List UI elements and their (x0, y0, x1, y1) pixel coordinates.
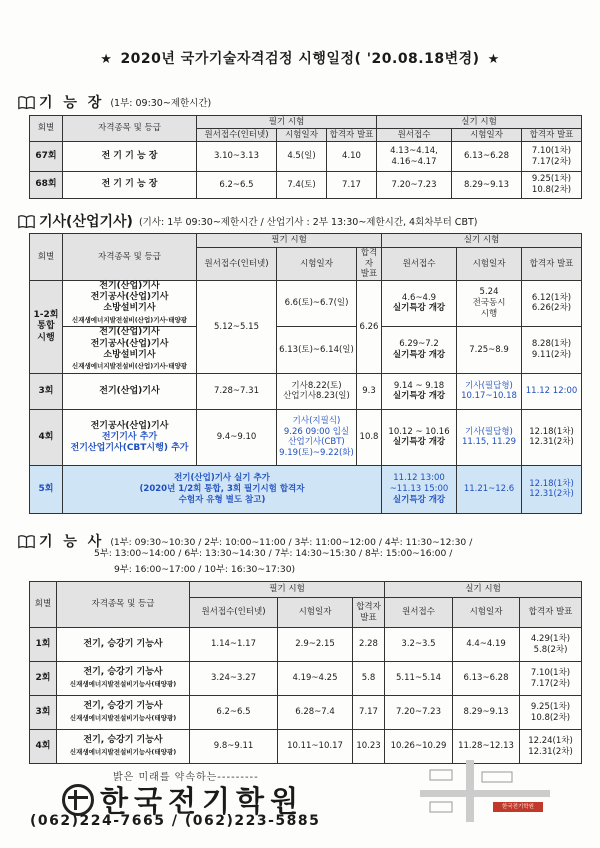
practical-date-cell: 기사(필답형) 11.15, 11.29 (457, 409, 522, 465)
written-pass-cell: 10.23 (353, 730, 385, 764)
section-subtitle: (기사: 1부 09:30~제한시간 / 산업기사 : 2부 13:30~제한시간, 4회차부터 CBT) (138, 217, 478, 228)
practical-apply-cell (382, 465, 457, 513)
title-text: 2020년 국가기술자격검정 시행일정( '20.08.18변경) (120, 51, 480, 67)
table-row (30, 696, 582, 730)
academy-emblem-icon (62, 784, 94, 816)
written-date-cell: 기사8.22(토) 산업기사8.23(일) (277, 373, 357, 409)
practical-pass-cell: 12.24(1차) 12.31(2차) (520, 730, 582, 764)
practical-date-cell: 4.4~4.19 (453, 628, 520, 662)
lecture-note: 실기특강 개강 (392, 303, 446, 314)
lecture-note: 실기특강 개강 (392, 437, 446, 448)
table-row (30, 326, 582, 373)
subject-cell (57, 730, 190, 764)
apply-dates: 6.29~7.2 (399, 339, 439, 350)
subject-cell (63, 326, 197, 373)
practical-apply-cell: 5.11~5.14 (385, 662, 453, 696)
practical-pass-cell: 12.18(1차) 12.31(2차) (522, 465, 582, 513)
written-date-cell: 기사(지필식) 9.26 09:00 입실 산업기사(CBT) 9.19(토)~9.22(화) (277, 409, 357, 465)
subject-line-small: 신재생에너지발전설비(산업)기사·태양광 (71, 362, 188, 371)
written-apply-cell: 9.8~9.11 (190, 730, 278, 764)
subject-line: 전기공사(산업)기사 (90, 292, 169, 303)
engineer-table (29, 233, 582, 514)
subject-line: 전기(산업)기사 (99, 327, 160, 338)
academy-name: 한국전기학원 (100, 784, 305, 818)
schedule-line: 9부: 16:00~17:00 / 10부: 16:30~17:30) (114, 564, 296, 575)
subject-line-small: 신재생에너지발전설비기능사(태양광) (69, 713, 177, 722)
subject-cell: 전 기 기 능 장 (63, 172, 197, 199)
subject-line-small: 신재생에너지발전설비기능사(태양광) (69, 679, 177, 688)
written-date-cell: 10.11~10.17 (278, 730, 353, 764)
section-subtitle: (1부: 09:30~제한시간) (110, 98, 212, 109)
craftsman-table (29, 581, 582, 764)
header-pass-line2: 발표 (360, 612, 377, 623)
section-heading-master (18, 92, 211, 112)
written-date-cell: 4.5(일) (277, 142, 327, 172)
header-pass-line1: 합격자 (360, 248, 378, 269)
round-cell: 1-2회 통합 시행 (30, 280, 63, 373)
subject-line-small: 신재생에너지발전설비기능사(태양광) (69, 747, 177, 756)
subject-line: 전기공사(산업)기사 (90, 420, 169, 431)
subject-line-added: 전기기사 추가 (101, 431, 158, 442)
practical-date-cell: 8.29~9.13 (453, 696, 520, 730)
section-title: 기사(산업기사) (39, 214, 133, 230)
practical-pass-cell: 4.29(1차) 5.8(2차) (520, 628, 582, 662)
round-cell: 4회 (30, 409, 63, 465)
subject-line: 전기, 승강기 기능사 (83, 667, 163, 678)
round-cell: 3회 (30, 373, 63, 409)
header-subject: 자격종목 및 등급 (57, 582, 190, 628)
practical-pass-cell: 8.28(1차) 9.11(2차) (522, 326, 582, 373)
star-icon: ★ (487, 52, 500, 67)
written-date-cell: 7.4(토) (277, 172, 327, 199)
header-round: 회별 (30, 234, 63, 281)
practical-pass-cell: 12.18(1차) 12.31(2차) (522, 409, 582, 465)
table-row (30, 628, 582, 662)
round-cell: 2회 (30, 662, 57, 696)
header-apply: 원서접수 (385, 598, 453, 628)
written-pass-cell: 7.17 (353, 696, 385, 730)
subject-line: 전기(산업)기사 (99, 280, 160, 291)
practical-date-cell: 11.28~12.13 (453, 730, 520, 764)
apply-dates: 10.12 ~ 10.16 (388, 426, 450, 437)
practical-pass-cell: 11.12 12:00 (522, 373, 582, 409)
written-apply-cell: 3.24~3.27 (190, 662, 278, 696)
table-row (30, 730, 582, 764)
subject-line: 전기, 승강기 기능사 (83, 735, 163, 746)
practical-apply-cell: 4.13~4.14, 4.16~4.17 (377, 142, 452, 172)
schedule-line: 5부: 13:00~14:00 / 6부: 13:30~14:30 / 7부: 14:30~15:30 / 8부: 15:00~16:00 / (94, 548, 453, 559)
map-academy-label: 한국전기학원 (493, 802, 543, 812)
book-icon (18, 95, 35, 110)
book-icon (18, 534, 35, 549)
subject-line: 전기, 승강기 기능사 (83, 701, 163, 712)
written-pass-cell: 2.28 (353, 628, 385, 662)
lecture-note: 실기특강 개강 (392, 391, 446, 402)
practical-pass-cell: 7.10(1차) 7.17(2차) (522, 142, 582, 172)
table-row (30, 662, 582, 696)
written-date-cell: 6.6(토)~6.7(일) (277, 280, 357, 326)
table-row (30, 465, 582, 513)
practical-apply-cell (382, 373, 457, 409)
practical-apply-cell (382, 280, 457, 326)
written-pass-cell: 10.8 (357, 409, 382, 465)
header-exam-date: 시험일자 (278, 598, 353, 628)
schedule-text (94, 546, 594, 578)
practical-apply-cell (382, 409, 457, 465)
table-row (30, 142, 582, 172)
header-subject: 자격종목 및 등급 (63, 116, 197, 142)
subject-line-added: 전기산업기사(CBT시행) 추가 (70, 443, 189, 453)
header-round: 회별 (30, 116, 63, 142)
page-title (0, 48, 600, 68)
header-round: 회별 (30, 582, 57, 628)
practical-date-cell: 8.29~9.13 (452, 172, 522, 199)
header-apply-internet: 원서접수(인터넷) (190, 598, 278, 628)
table-row (30, 409, 582, 465)
lecture-note: 실기특강 개강 (392, 349, 446, 360)
apply-dates: 11.12 13:00 ~11.13 15:00 (389, 473, 449, 495)
header-exam-date: 시험일자 (457, 248, 522, 281)
practical-pass-cell: 7.10(1차) 7.17(2차) (520, 662, 582, 696)
header-apply: 원서접수 (382, 248, 457, 281)
subject-line-small: 신재생에너지발전설비(산업)기사·태양광 (71, 315, 188, 324)
written-date-cell: 4.19~4.25 (278, 662, 353, 696)
written-pass-cell: 5.8 (353, 662, 385, 696)
subject-cell: 전기, 승강기 기능사 (57, 628, 190, 662)
header-written: 필기 시험 (197, 116, 377, 129)
round-cell: 3회 (30, 696, 57, 730)
written-pass-cell: 4.10 (327, 142, 377, 172)
subject-cell (57, 662, 190, 696)
round-cell: 1회 (30, 628, 57, 662)
star-icon: ★ (100, 52, 113, 67)
table-row (30, 280, 582, 326)
practical-pass-cell: 6.12(1차) 6.26(2차) (522, 280, 582, 326)
round-cell: 67회 (30, 142, 63, 172)
header-exam-date: 시험일자 (277, 248, 357, 281)
practical-date-cell: 5.24 전국동시 시행 (457, 280, 522, 326)
written-apply-cell: 3.10~3.13 (197, 142, 277, 172)
written-date-cell: 2.9~2.15 (278, 628, 353, 662)
subject-line: 소방설비기사 (103, 349, 156, 360)
round-cell: 5회 (30, 465, 63, 513)
apply-dates: 9.14 ~ 9.18 (393, 380, 445, 391)
header-pass: 합격자 발표 (520, 598, 582, 628)
notice-cell: 전기(산업)기사 실기 추가 (2020년 1/2회 통합, 3회 필기시험 합격자 수험자 유형 별도 참고) (63, 465, 382, 513)
subject-cell (57, 696, 190, 730)
practical-pass-cell: 9.25(1차) 10.8(2차) (520, 696, 582, 730)
table-row (30, 172, 582, 199)
practical-date-cell: 6.13~6.28 (452, 142, 522, 172)
practical-date-cell: 6.13~6.28 (453, 662, 520, 696)
subject-cell (63, 409, 197, 465)
header-pass-line2: 발표 (360, 269, 378, 280)
subject-cell (63, 280, 197, 326)
written-pass-cell: 9.3 (357, 373, 382, 409)
practical-pass-cell: 9.25(1차) 10.8(2차) (522, 172, 582, 199)
lecture-note: 실기특강 개강 (392, 494, 446, 505)
round-cell: 68회 (30, 172, 63, 199)
written-apply-cell: 1.14~1.17 (190, 628, 278, 662)
round-cell: 4회 (30, 730, 57, 764)
apply-dates: 4.6~4.9 (401, 292, 437, 303)
written-pass-cell: 7.17 (327, 172, 377, 199)
header-exam-date: 시험일자 (452, 129, 522, 142)
subject-line: 전기공사(산업)기사 (90, 338, 169, 349)
practical-apply-cell: 3.2~3.5 (385, 628, 453, 662)
book-icon (18, 214, 35, 229)
header-practical: 실기 시험 (382, 234, 582, 248)
practical-apply-cell: 7.20~7.23 (377, 172, 452, 199)
practical-date-cell: 11.21~12.6 (457, 465, 522, 513)
section-title: 기 능 사 (39, 534, 105, 550)
header-pass: 합격자 발표 (327, 129, 377, 142)
written-apply-cell: 5.12~5.15 (197, 280, 277, 373)
header-pass: 합격자 발표 (522, 129, 582, 142)
written-date-cell: 6.28~7.4 (278, 696, 353, 730)
map-roads (420, 760, 550, 822)
header-pass (357, 248, 382, 281)
header-exam-date: 시험일자 (277, 129, 327, 142)
header-apply-internet: 원서접수(인터넷) (197, 129, 277, 142)
practical-apply-cell: 10.26~10.29 (385, 730, 453, 764)
master-craftsman-table (29, 115, 582, 199)
section-heading-engineer (18, 211, 477, 231)
header-pass: 합격자 발표 (522, 248, 582, 281)
header-subject: 자격종목 및 등급 (63, 234, 197, 281)
header-practical: 실기 시험 (377, 116, 582, 129)
written-apply-cell: 6.2~6.5 (190, 696, 278, 730)
academy-slogan: 밝은 미래를 약속하는--------- (113, 772, 259, 783)
subject-cell: 전기(산업)기사 (63, 373, 197, 409)
practical-date-cell: 7.25~8.9 (457, 326, 522, 373)
practical-apply-cell (382, 326, 457, 373)
header-written: 필기 시험 (190, 582, 385, 598)
academy-phone: (062)224-7665 / (062)223-5885 (30, 813, 321, 829)
header-practical: 실기 시험 (385, 582, 582, 598)
written-apply-cell: 9.4~9.10 (197, 409, 277, 465)
header-apply: 원서접수 (377, 129, 452, 142)
practical-apply-cell: 7.20~7.23 (385, 696, 453, 730)
section-subtitle: (1부: 09:30~10:30 / 2부: 10:00~11:00 / 3부: 11:00~12:00 / 4부: 11:30~12:30 / (110, 537, 473, 548)
location-map (420, 760, 550, 822)
header-apply-internet: 원서접수(인터넷) (197, 248, 277, 281)
header-pass-line1: 합격자 (356, 601, 381, 612)
written-apply-cell: 7.28~7.31 (197, 373, 277, 409)
written-apply-cell: 6.2~6.5 (197, 172, 277, 199)
table-row (30, 373, 582, 409)
practical-date-cell: 기사(필답형) 10.17~10.18 (457, 373, 522, 409)
written-date-cell: 6.13(토)~6.14(일) (277, 326, 357, 373)
header-pass (353, 598, 385, 628)
subject-cell: 전 기 기 능 장 (63, 142, 197, 172)
subject-line: 소방설비기사 (103, 303, 156, 314)
header-written: 필기 시험 (197, 234, 382, 248)
header-exam-date: 시험일자 (453, 598, 520, 628)
written-pass-cell: 6.26 (357, 280, 382, 373)
section-title: 기 능 장 (39, 95, 105, 111)
